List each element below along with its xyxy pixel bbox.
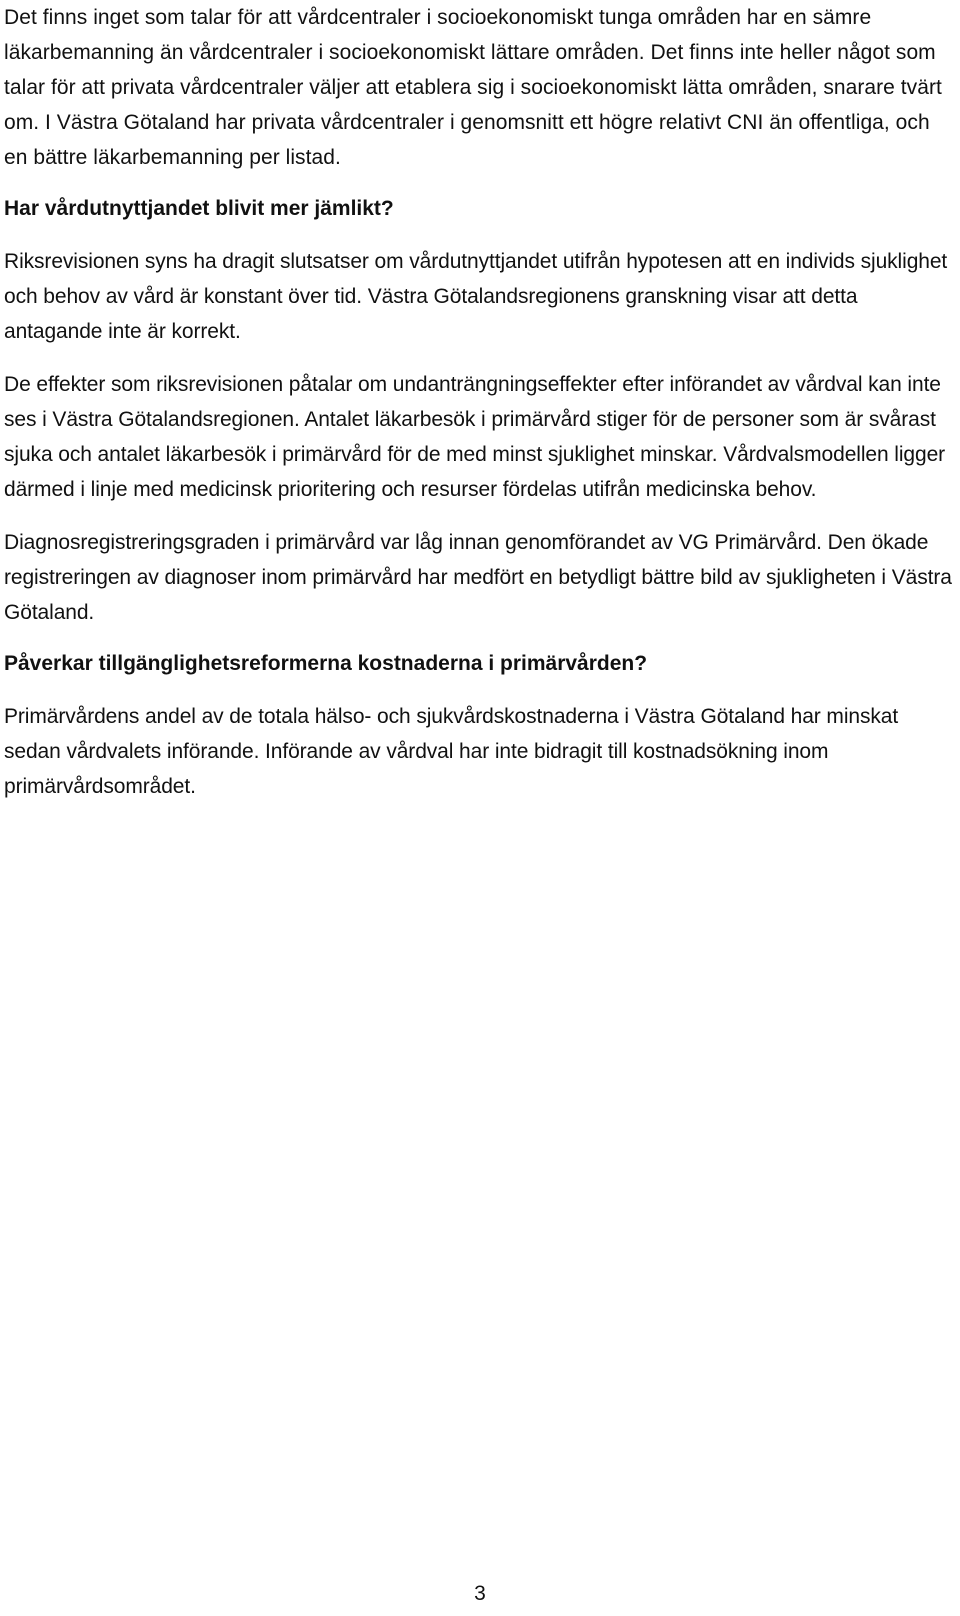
paragraph-primary-care-costs: Primärvårdens andel av de totala hälso- och sjukvårdskostnaderna i Västra Götaland har minskat sedan vårdvalets införande. Införande av vårdval har inte bidragit till kostnadsökning inom primärvårdsområdet.: [4, 705, 899, 798]
paragraph-private-clinics: Det finns inget som talar för att vårdcentraler i socioekonomiskt tunga områden har en sämre läkarbemanning än vårdcentraler i socioekonomiskt lättare områden. Det finns inte heller något som talar för att privata vårdcentraler väljer att etablera sig i socioekonomiskt lätta områden, snarare tvärt om. I Västra Götaland har privata vårdcentraler i genomsnitt ett högre relativt CNI än offentliga, och en bättre läkarbemanning per listad.: [4, 6, 942, 169]
paragraph-diagnosis-registration: Diagnosregistreringsgraden i primärvård var låg innan genomförandet av VG Primärvård. Den ökade registreringen av diagnoser inom primärvård har medfört en betydligt bättre bild av sjukligheten i Västra Götaland.: [4, 531, 952, 624]
page-number: 3: [474, 1582, 486, 1605]
document-page: [4, 0, 954, 804]
heading-accessibility-reforms: Påverkar tillgänglighetsreformerna kostnaderna i primärvården?: [4, 652, 648, 675]
paragraph-displacement-effects: De effekter som riksrevisionen påtalar om undanträngningseffekter efter införandet av vårdval kan inte ses i Västra Götalandsregionen. Antalet läkarbesök i primärvård stiger för de personer som är svårast sjuka och antalet läkarbesök i primärvård för de med minst sjuklighet minskar. Vårdvalsmodellen ligger därmed i linje med medicinsk prioritering och resurser fördelas utifrån medicinska behov.: [4, 373, 946, 501]
heading-care-utilization: Har vårdutnyttjandet blivit mer jämlikt?: [4, 197, 394, 220]
paragraph-riksrevisionen: Riksrevisionen syns ha dragit slutsatser om vårdutnyttjandet utifrån hypotesen att en individs sjuklighet och behov av vård är konstant över tid. Västra Götalandsregionens granskning visar att detta antagande inte är korrekt.: [4, 250, 948, 343]
